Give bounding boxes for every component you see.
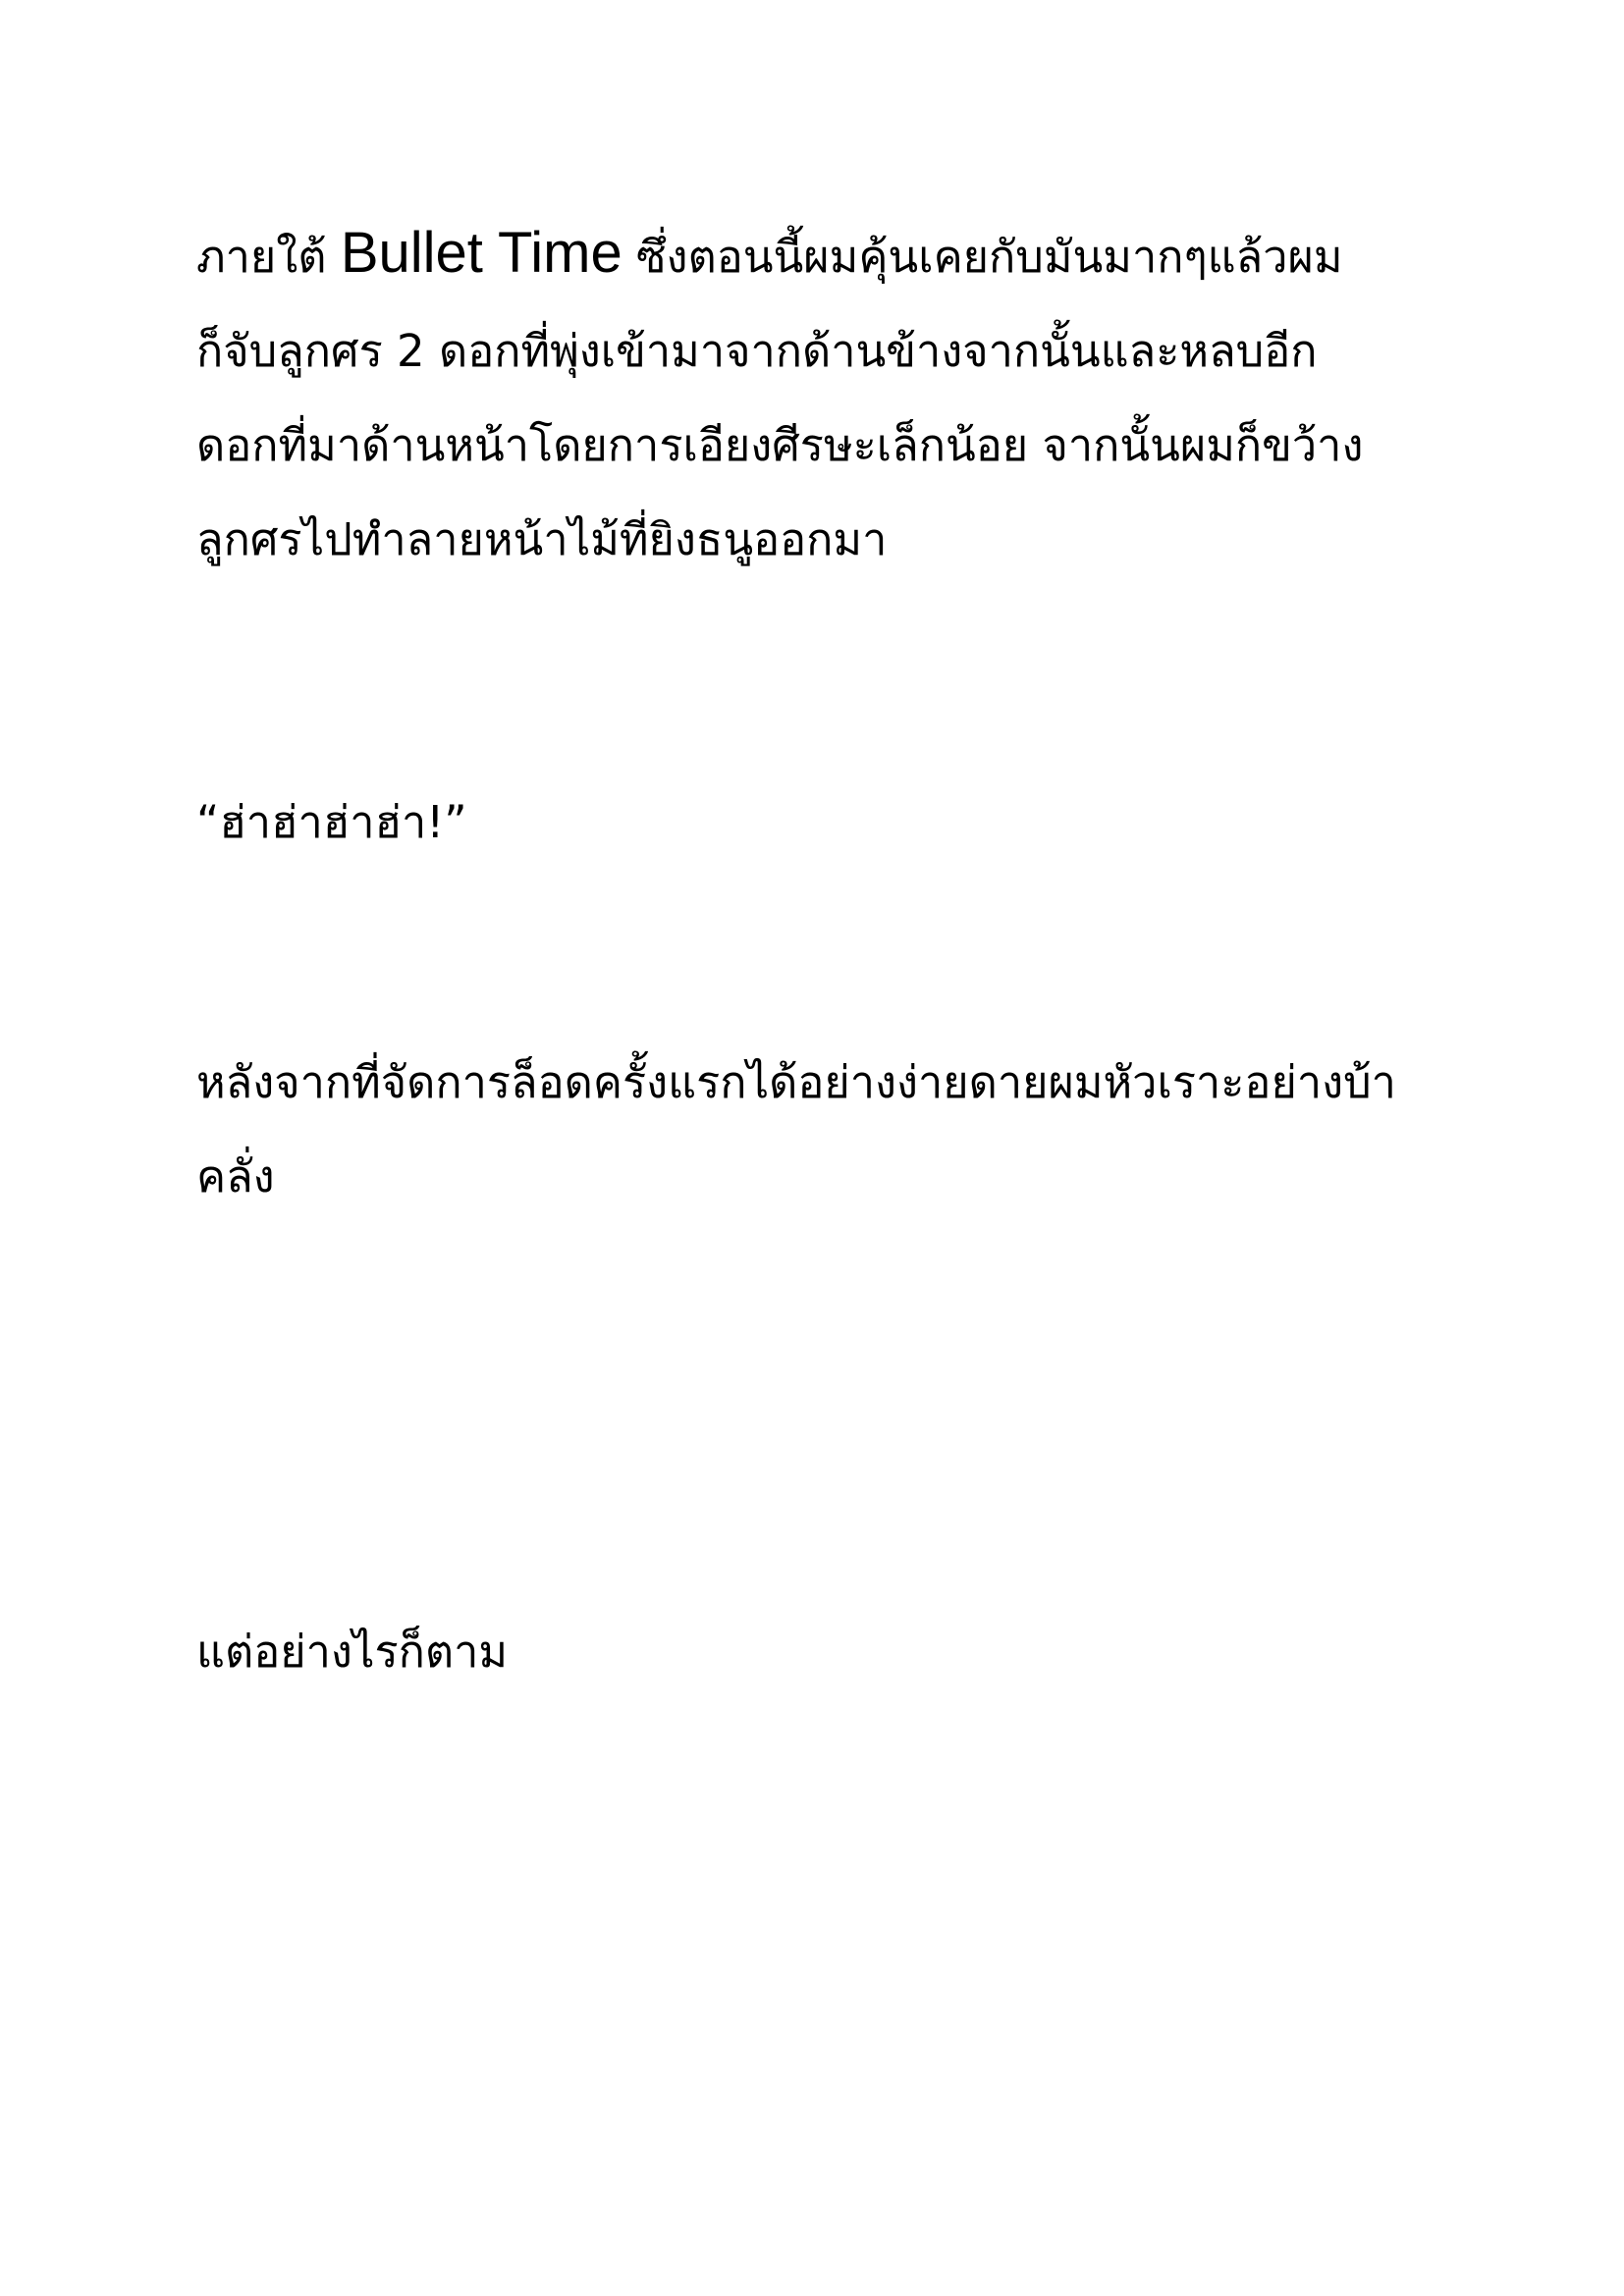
paragraph-after-first-lock	[196, 1036, 1463, 1224]
text-line: แต่อย่างไรก็ตาม	[196, 1626, 509, 1678]
text-line: “ฮ่าฮ่าฮ่าฮ่า!”	[196, 796, 467, 848]
bullet-time-term: Bullet Time	[340, 221, 623, 285]
text-segment: ซึ่งตอนนี้ผมคุ้นเคยกับมันมากๆแล้วผม	[622, 231, 1343, 283]
text-line: คลั่ง	[196, 1150, 275, 1202]
text-segment: ภายใต้	[196, 231, 341, 283]
text-line: ลูกศรไปทำลายหน้าไม้ที่ยิงธนูออกมา	[196, 513, 888, 565]
text-line: ดอกที่มาด้านหน้าโดยการเอียงศีรษะเล็กน้อย จากนั้นผมก็ขว้าง	[196, 419, 1364, 471]
text-line	[196, 206, 1463, 304]
paragraph-however	[196, 1605, 1463, 1699]
paragraph-laughter-quote	[196, 775, 1463, 870]
text-line: ก็จับลูกศร 2 ดอกที่พุ่งเข้ามาจากด้านข้างจากนั้นและหลบอีก	[196, 325, 1318, 377]
text-line: หลังจากที่จัดการล็อดครั้งแรกได้อย่างง่ายดายผมหัวเราะอย่างบ้า	[196, 1056, 1396, 1108]
paragraph-bullet-time	[196, 206, 1463, 587]
